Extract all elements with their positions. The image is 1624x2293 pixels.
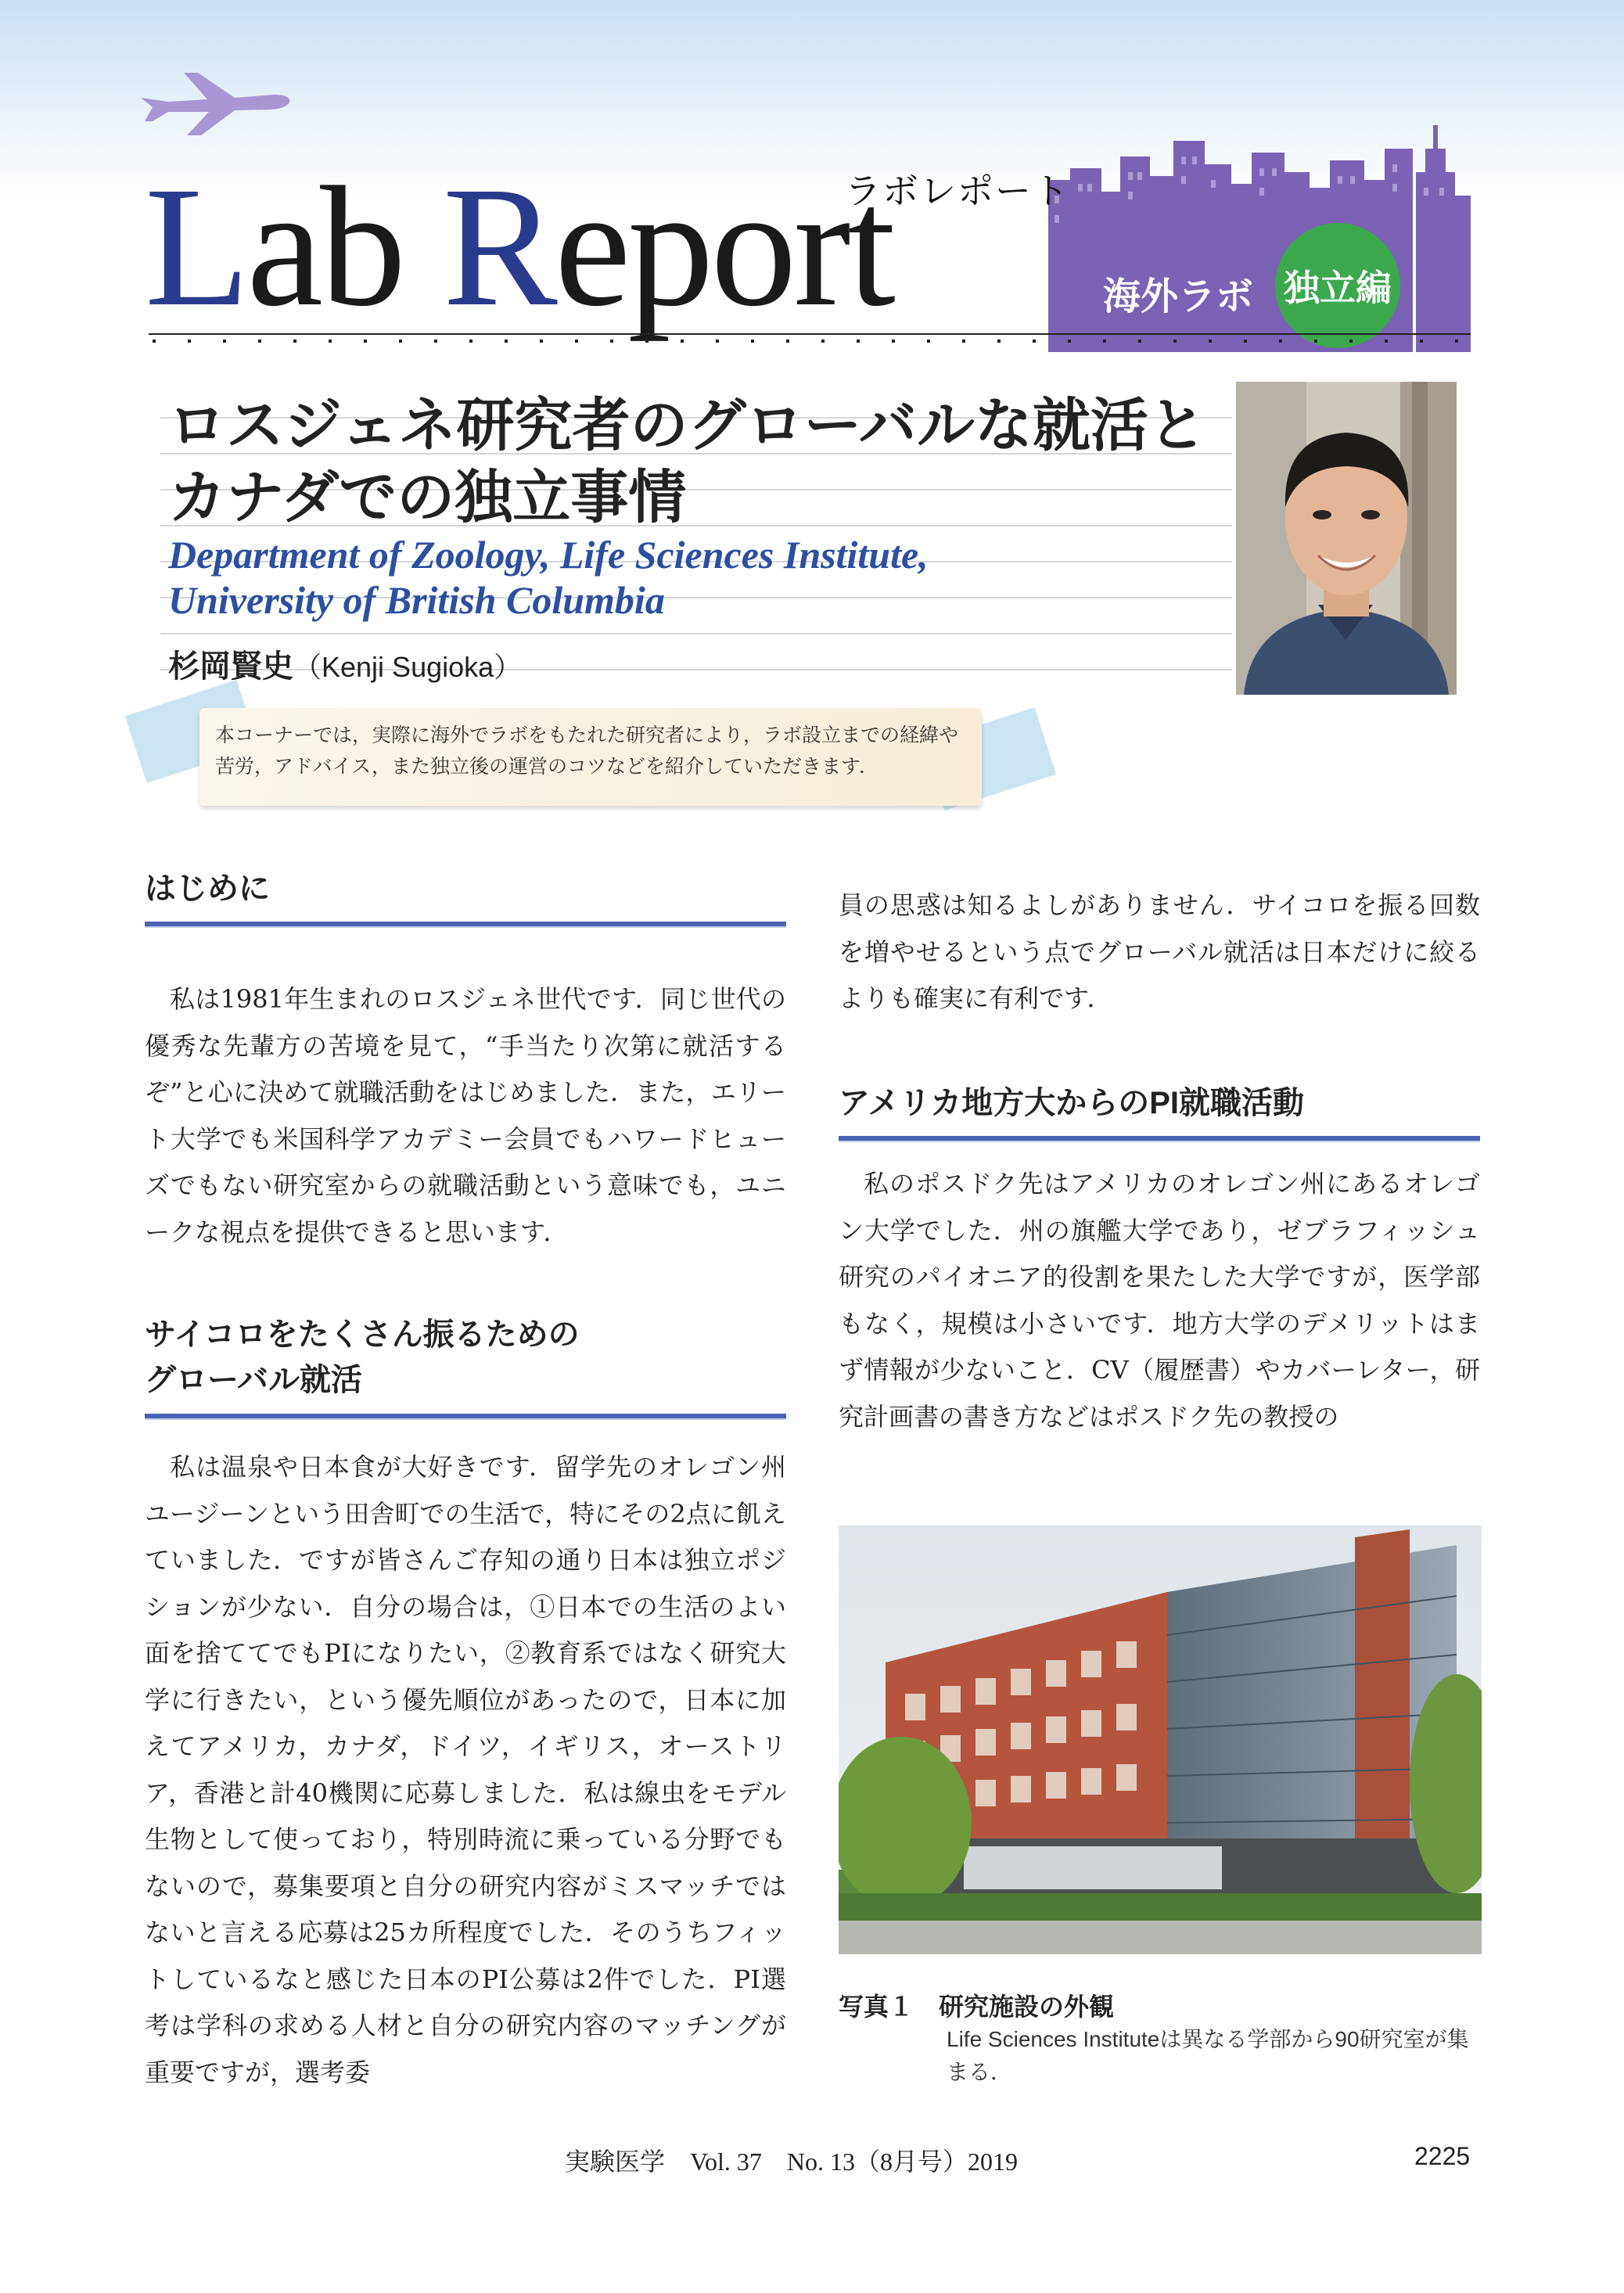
section-heading-intro: はじめに <box>145 872 270 906</box>
author-name-ja: 杉岡賢史 <box>168 649 293 684</box>
section-paragraph: 私は1981年生まれのロスジェネ世代です．同じ世代の優秀な先輩方の苦境を見て，“手当たり次第に就活するぞ”と心に決めて就職活動をはじめました．また，エリート大学でも米国科学アカデミー会員でもハワードヒューズでもない研究室からの就職活動という意味でも，ユニークな視点を提供できると思います． <box>145 984 786 1247</box>
logo-letters-eport: eport <box>554 151 893 342</box>
section-heading-us-job-hunt: アメリカ地方大からのPI就職活動 <box>839 1086 1304 1120</box>
logo-letters-ab: ab <box>246 151 444 342</box>
journal-footer: 実験医学 Vol. 37 No. 13（8月号）2019 <box>565 2147 1018 2176</box>
affiliation-line-1: Department of Zoology, Life Sciences Institute, <box>168 533 929 577</box>
overseas-lab-label: 海外ラボ <box>1103 276 1254 318</box>
author-name <box>168 642 522 686</box>
lab-report-logo <box>145 151 893 342</box>
intro-text: 本コーナーでは，実際に海外でラボをもたれた研究者により，ラボ設立までの経緯や苦労，アドバイス，また独立後の運営のコツなどを紹介していただきます． <box>215 724 959 778</box>
section-heading-dice-line-2: グローバル就活 <box>145 1363 362 1397</box>
building-photo <box>839 1526 1482 1954</box>
section-rule <box>145 1414 786 1420</box>
page-number: 2225 <box>1414 2142 1471 2170</box>
airplane-icon <box>137 66 293 137</box>
affiliation <box>168 532 1248 623</box>
article-title-line-2: カナダでの独立事情 <box>168 465 687 530</box>
section-heading-dice <box>145 1312 786 1403</box>
section-rule <box>145 922 786 928</box>
section-paragraph: 私は温泉や日本食が大好きです．留学先のオレゴン州ユージーンという田舎町での生活で，特にその2点に飢えていました．ですが皆さんご存知の通り日本は独立ポジションが少ない．自分の場合は，①日本での生活のよい面を捨ててでもPIになりたい，②教育系ではなく研究大学に行きたい，という優先順位があったので，日本に加えてアメリカ，カナダ，ドイツ，イギリス，オーストリア，香港と計40機関に応募しました．私は線虫をモデル生物として使っており，特別時流に乗っている分野でもないので，募集要項と自分の研究内容がミスマッチではないと言える応募は25カ所程度でした．そのうちフィットしているなと感じた日本のPI公募は2件でした．PI選考は学科の求める人材と自分の研究内容のマッチングが重要ですが，選考委 <box>145 1452 786 2087</box>
photo-caption-text: Life Sciences Instituteは異なる学部から90研究室が集まる． <box>947 2027 1469 2084</box>
logo-letter-l: L <box>145 151 247 342</box>
logo-letter-r: R <box>443 151 555 342</box>
affiliation-line-2: University of British Columbia <box>168 578 665 622</box>
section-paragraph-continued: 員の思惑は知るよしがありません．サイコロを振る回数を増やせるという点でグローバル就活は日本だけに絞るよりも確実に有利です． <box>839 890 1480 1013</box>
article-title <box>168 390 1248 534</box>
section-paragraph: 私のポスドク先はアメリカのオレゴン州にあるオレゴン大学でした．州の旗艦大学であり，ゼブラフィッシュ研究のパイオニア的役割を果たした大学ですが，医学部もなく，規模は小さいです．地方大学のデメリットはまず情報が少ないこと．CV（履歴書）やカバーレター，研究計画書の書き方などはポスドク先の教授の <box>839 1169 1480 1432</box>
section-rule <box>839 1136 1480 1142</box>
author-portrait-photo <box>1236 382 1457 695</box>
independence-badge: 独立編 <box>1275 223 1400 348</box>
author-name-en: （Kenji Sugioka） <box>293 651 523 683</box>
photo-caption-label: 写真１ 研究施設の外観 <box>839 1993 1115 2021</box>
logo-kana: ラボレポート <box>845 171 1070 211</box>
header-dotted-rule <box>149 332 1471 343</box>
section-heading-dice-line-1: サイコロをたくさん振るための <box>145 1317 580 1352</box>
article-title-line-1: ロスジェネ研究者のグローバルな就活と <box>168 393 1206 458</box>
